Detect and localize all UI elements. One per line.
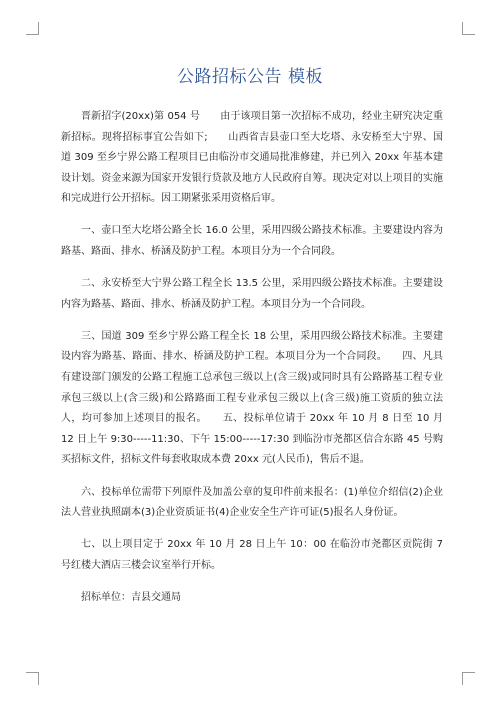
document-body xyxy=(61,107,443,620)
paragraph-intro: 晋新招字(20xx)第 054 号 由于该项目第一次招标不成功，经业主研究决定重新招标。现将招标事宜公告如下; 山西省吉县壶口至大圪塔、永安桥至大宁界、国道 309 至乡宁界公路工程项目已由临汾市交通局批准修建，并已列入 20xx 年基本建设计划。资金来源为国家开发银行贷款及地方人民政府自筹。现决定对以上项目的实施和完成进行公开招标。因工期紧张采用资格后审。 xyxy=(61,111,443,205)
paragraph-section-6: 六、投标单位需带下列原件及加盖公章的复印件前来报名：(1)单位介绍信(2)企业法人营业执照副本(3)企业资质证书(4)企业安全生产许可证(5)报名人身份证。 xyxy=(61,486,443,519)
paragraph-section-2: 二、永安桥至大宁界公路工程全长 13.5 公里，采用四级公路技术标准。主要建设内容为路基、路面、排水、桥涵及防护工程。本项目分为一个合同段。 xyxy=(61,278,443,310)
paragraph-section-3-5: 三、国道 309 至乡宁界公路工程全长 18 公里，采用四级公路技术标准。主要建设内容为路基、路面、排水、桥涵及防护工程。本项目分为一个合同段。 四、凡具有建设部门颁发的公路工程施工总承包三级以上(含三级)或同时具有公路路基工程专业承包三级以上(含三级)和公路路面工程专业承包三级以上(含三级)施工资质的独立法人，均可参加上述项目的报名。 五、投标单位请于 20xx 年 10 月 8 日至 10 月 12 日上午 9:30-----11:30、下午 15:00-----17:30 到临汾市尧都区信合东路 45 号购买招标文件，招标文件每套收取成本费 20xx 元(人民币)，售后不退。 xyxy=(61,330,443,466)
paragraph-section-1: 一、壶口至大圪塔公路全长 16.0 公里，采用四级公路技术标准。主要建设内容为路基、路面、排水、桥涵及防护工程。本项目分为一个合同段。 xyxy=(61,225,443,258)
crop-mark-top-left xyxy=(26,22,39,35)
document-title: 公路招标公告 模板 xyxy=(177,67,323,87)
paragraph-section-7: 七、以上项目定于 20xx 年 10 月 28 日上午 10：00 在临汾市尧都区贡院街 7 号红楼大酒店三楼会议室举行开标。 xyxy=(61,539,443,571)
crop-mark-bottom-left xyxy=(26,672,39,685)
crop-mark-bottom-right xyxy=(462,672,475,685)
crop-mark-top-right xyxy=(462,22,475,35)
issuer-line: 招标单位：吉县交通局 xyxy=(81,591,181,603)
